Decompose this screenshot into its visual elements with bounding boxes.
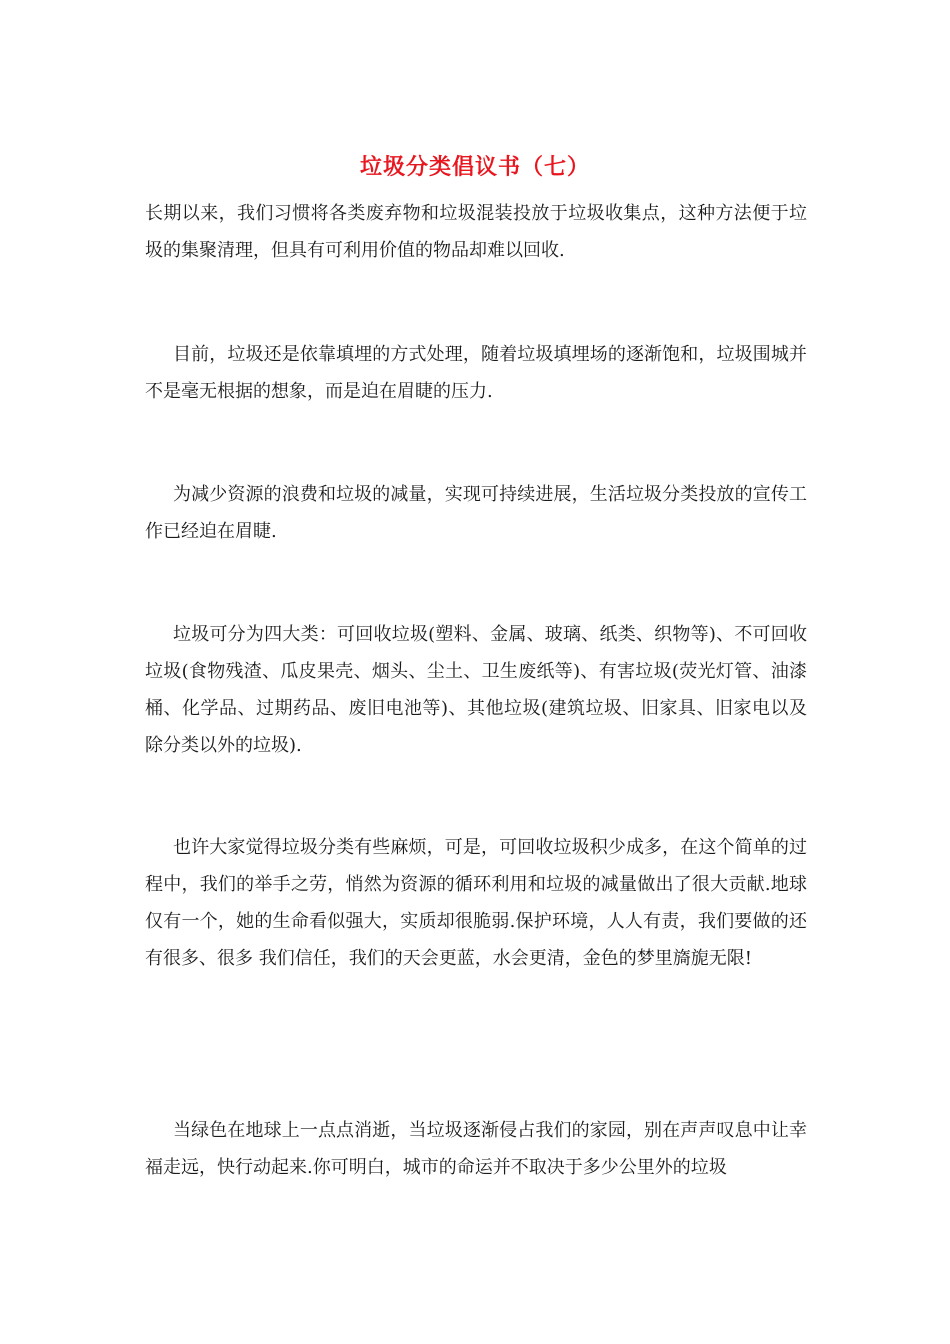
paragraph-6: 当绿色在地球上一点点消逝，当垃圾逐渐侵占我们的家园，别在声声叹息中让幸福走远，快行动起来.你可明白，城市的命运并不取决于多少公里外的垃圾 (145, 1120, 807, 1178)
paragraph-2: 目前，垃圾还是依靠填埋的方式处理，随着垃圾填埋场的逐渐饱和，垃圾围城并不是毫无根据的想象，而是迫在眉睫的压力. (145, 344, 807, 402)
document-title: 垃圾分类倡议书（七） (359, 154, 590, 180)
paragraph-4: 垃圾可分为四大类：可回收垃圾(塑料、金属、玻璃、纸类、织物等)、不可回收垃圾(食物残渣、瓜皮果壳、烟头、尘土、卫生废纸等)、有害垃圾(荧光灯管、油漆桶、化学品、过期药品、废旧电池等)、其他垃圾(建筑垃圾、旧家具、旧家电以及除分类以外的垃圾). (145, 624, 807, 756)
paragraph-1: 长期以来，我们习惯将各类废弃物和垃圾混装投放于垃圾收集点，这种方法便于垃圾的集聚清理，但具有可利用价值的物品却难以回收. (145, 203, 807, 261)
paragraph-5: 也许大家觉得垃圾分类有些麻烦，可是，可回收垃圾积少成多，在这个简单的过程中，我们的举手之劳，悄然为资源的循环利用和垃圾的减量做出了很大贡献.地球仅有一个，她的生命看似强大，实质却很脆弱.保护环境，人人有责，我们要做的还有很多、很多 我们信任，我们的天会更蓝，水会更清，金色的梦里旖旎无限! (145, 837, 807, 969)
paragraph-3: 为减少资源的浪费和垃圾的减量，实现可持续进展，生活垃圾分类投放的宣传工作已经迫在眉睫. (145, 484, 807, 542)
